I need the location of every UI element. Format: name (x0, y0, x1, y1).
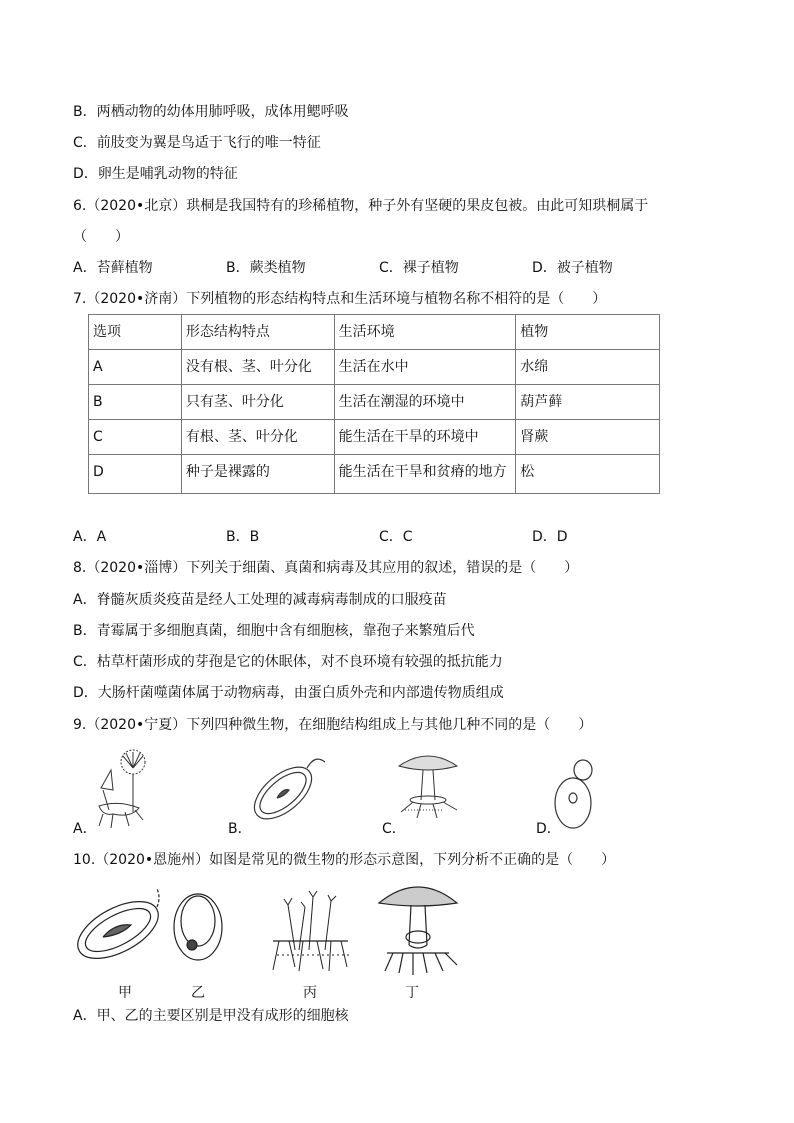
q5-option-b: B．两栖动物的幼体用肺呼吸，成体用鳃呼吸 (73, 104, 349, 120)
table-row (89, 420, 660, 455)
q7-option-c: C．C (379, 529, 413, 545)
table-cell: 只有茎、叶分化 (181, 385, 334, 420)
table-cell: B (89, 385, 182, 420)
q8-option-d: D．大肠杆菌噬菌体属于动物病毒，由蛋白质外壳和内部遗传物质组成 (73, 685, 504, 701)
mold-figure (273, 891, 349, 971)
table-row (89, 350, 660, 385)
table-row (89, 385, 660, 420)
mushroom-figure (379, 887, 457, 975)
table-cell: A (89, 350, 182, 385)
q6-option-c: C．裸子植物 (379, 260, 459, 276)
q9-label-a: A． (73, 821, 97, 837)
table-cell: D (89, 455, 182, 494)
q8-stem: 8.（2020•淄博）下列关于细菌、真菌和病毒及其应用的叙述，错误的是（ ） (73, 560, 579, 576)
table-cell: 生活在潮湿的环境中 (334, 385, 516, 420)
q7-options (73, 527, 713, 547)
q9-label-b: B． (228, 821, 252, 837)
q6-options (73, 258, 713, 278)
q6-option-b: B．蕨类植物 (226, 260, 306, 276)
q10-label-jia: 甲 (118, 985, 132, 1001)
q10-option-a: A．甲、乙的主要区别是甲没有成形的细胞核 (73, 1008, 349, 1024)
q7-option-a: A．A (73, 529, 107, 545)
table-cell: 能生活在干旱和贫瘠的地方 (334, 455, 516, 494)
q7-option-d: D．D (532, 529, 568, 545)
q6-stem-cont: （ ） (73, 229, 129, 245)
q6-stem: 6.（2020•北京）珙桐是我国特有的珍稀植物，种子外有坚硬的果皮包被。由此可知珙桐属于 (73, 198, 649, 214)
q10-label-yi: 乙 (191, 985, 205, 1001)
table-cell: 松 (516, 455, 660, 494)
q9-stem: 9.（2020•宁夏）下列四种微生物，在细胞结构组成上与其他几种不同的是（ ） (73, 717, 593, 733)
q9-label-c: C． (382, 821, 406, 837)
table-cell: 水绵 (516, 350, 660, 385)
table-cell: 有根、茎、叶分化 (181, 420, 334, 455)
penicillium-figure (99, 750, 145, 828)
q10-figures (73, 875, 473, 980)
table-header-cell: 选项 (89, 315, 182, 350)
q10-label-ding: 丁 (405, 985, 419, 1001)
yeast-figure (174, 894, 222, 960)
q10-stem: 10.（2020•恩施州）如图是常见的微生物的形态示意图，下列分析不正确的是（ ） (73, 852, 616, 868)
q5-option-c: C．前肢变为翼是鸟适于飞行的唯一特征 (73, 135, 321, 151)
q10-label-bing: 丙 (303, 985, 317, 1001)
table-header-cell: 形态结构特点 (181, 315, 334, 350)
q6-option-a: A．苔藓植物 (73, 260, 153, 276)
q8-option-a: A．脊髓灰质炎疫苗是经人工处理的减毒病毒制成的口服疫苗 (73, 592, 447, 608)
bacterium-figure (73, 889, 167, 970)
mushroom-figure (399, 756, 457, 818)
q8-option-b: B．青霉属于多细胞真菌，细胞中含有细胞核，靠孢子来繁殖后代 (73, 623, 475, 639)
table-header-cell: 生活环境 (334, 315, 516, 350)
table-header-row (89, 315, 660, 350)
table-cell: 生活在水中 (334, 350, 516, 385)
table-header-cell: 植物 (516, 315, 660, 350)
table-cell: 种子是裸露的 (181, 455, 334, 494)
table-cell: 没有根、茎、叶分化 (181, 350, 334, 385)
q7-stem: 7.（2020•济南）下列植物的形态结构特点和生活环境与植物名称不相符的是（ ） (73, 291, 607, 307)
bacterium-figure (245, 757, 325, 828)
table-cell: 能生活在干旱的环境中 (334, 420, 516, 455)
q8-option-c: C．枯草杆菌形成的芽孢是它的休眠体，对不良环境有较强的抵抗能力 (73, 654, 503, 670)
q7-option-b: B．B (226, 529, 260, 545)
q5-option-d: D．卵生是哺乳动物的特征 (73, 166, 238, 182)
q6-option-d: D．被子植物 (532, 260, 613, 276)
table-row (89, 455, 660, 494)
table-cell: C (89, 420, 182, 455)
table-cell: 肾蕨 (516, 420, 660, 455)
q7-table (88, 314, 660, 494)
q9-label-d: D． (536, 821, 561, 837)
table-cell: 葫芦藓 (516, 385, 660, 420)
